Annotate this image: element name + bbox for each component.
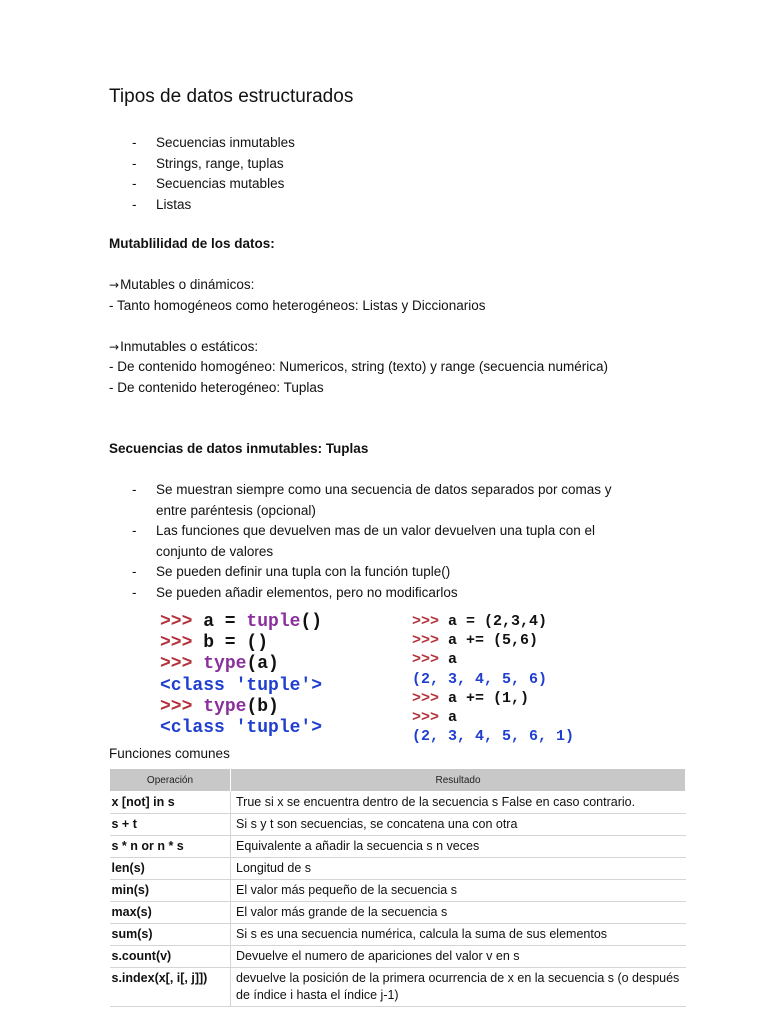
arrow-icon: → — [109, 340, 120, 354]
table-row: min(s) El valor más pequeño de la secuencia s — [110, 880, 686, 902]
mutable-label: →Mutables o dinámicos: — [109, 277, 255, 292]
table-row: s.index(x[, i[, j]]) devuelve la posición de la primera ocurrencia de x en la secuencia s (o después de índice i hasta el índice j-1) — [110, 968, 686, 1007]
immutable-label: →Inmutables o estáticos: — [109, 339, 259, 354]
code-snippet-tuple-create: >>> a = tuple() >>> b = () >>> type(a) <class 'tuple'> >>> type(b) <class 'tuple'> — [160, 612, 323, 739]
list-item: - Se pueden añadir elementos, pero no modificarlos — [132, 584, 458, 600]
tuples-list — [0, 480, 768, 603]
table-row: len(s) Longitud de s — [110, 858, 686, 880]
list-item: - Se muestran siempre como una secuencia de datos separados por comas y entre paréntesis (opcional) — [132, 482, 612, 518]
table-title: Funciones comunes — [109, 746, 230, 761]
mutable-desc: - Tanto homogéneos como heterogéneos: Listas y Diccionarios — [109, 298, 486, 313]
mutability-heading: Mutablilidad de los datos: — [109, 236, 275, 251]
list-item: - Se pueden definir una tupla con la función tuple() — [132, 564, 451, 579]
page-title: Tipos de datos estructurados — [109, 86, 354, 107]
immutable-desc-1: - De contenido homogéneo: Numericos, string (texto) y range (secuencia numérica) — [109, 359, 608, 374]
list-item: - Las funciones que devuelven mas de un valor devuelven una tupla con el conjunto de valores — [132, 523, 596, 559]
table-row: s * n or n * s Equivalente a añadir la secuencia s n veces — [110, 836, 686, 858]
table-row: s + t Si s y t son secuencias, se concatena una con otra — [110, 814, 686, 836]
document-page: Tipos de datos estructurados - Secuencias inmutables - Strings, range, tuplas - Secuencias mutables - Listas Mutablilidad de los datos: →Mutables o dinámicos: - Tanto homogéneos como heterogéneos: Listas y Diccionarios →Inmutables o estáticos: - De contenido homogéneo: Numericos, string (texto) y range (secuencia numérica) - De contenido heterogéneo: Tuplas Secuencias de datos inmutables: Tuplas - Se muestran siempre como una secuencia de datos separados por comas y entre paréntesis (opcional) - Las funciones que devuelven mas de un valor devuelven una tupla con el conjunto de valores - Se pueden definir una tupla con la función tuple() - Se pueden añadir elementos, pero no modificarlos >>> a = tuple() >>> b = () >>> type(a) <class 'tuple'> >>> type(b) <class 'tuple'> >>> a = (2,3,4) >>> a += (5,6) >>> a (2, 3, 4, 5, 6) >>> a += (1,) >>> a (2, 3, 4, 5, 6, 1) Funciones comunes Operación Resultado x [not] in s True si x se encuentra dentro de la secuencia s False en caso contrario. s + t Si s y t son secuencias, se concatena una con otra s * n or n * s Equivalente a añadir la secuencia s n veces len(s) Longitud de s min(s) El valor más pequeño de la secuencia s max(s) El valor más grande de la secuencia s sum(s) Si s es una secuencia numérica, calcula la suma de sus elementos s.count(v) Devuelve el numero de apariciones del valor v en s s.index(x[, i[, j]]) devuelve la posición de la primera ocurrencia de x en la secuencia s (o después de índice i hasta el índice j-1) — [0, 0, 768, 1024]
table-header-row — [110, 769, 686, 792]
table-row: sum(s) Si s es una secuencia numérica, calcula la suma de sus elementos — [110, 924, 686, 946]
immutable-desc-2: - De contenido heterogéneo: Tuplas — [109, 380, 324, 395]
table-row: s.count(v) Devuelve el numero de apariciones del valor v en s — [110, 946, 686, 968]
code-snippet-tuple-add: >>> a = (2,3,4) >>> a += (5,6) >>> a (2, 3, 4, 5, 6) >>> a += (1,) >>> a (2, 3, 4, 5, 6, 1) — [412, 613, 575, 746]
table-row: x [not] in s True si x se encuentra dentro de la secuencia s False en caso contrario. — [110, 792, 686, 814]
table-row: max(s) El valor más grande de la secuencia s — [110, 902, 686, 924]
arrow-icon: → — [109, 278, 120, 292]
functions-table — [109, 768, 686, 1007]
column-header: Operación — [110, 769, 231, 792]
tuples-heading: Secuencias de datos inmutables: Tuplas — [109, 441, 369, 456]
column-header: Resultado — [231, 769, 686, 792]
